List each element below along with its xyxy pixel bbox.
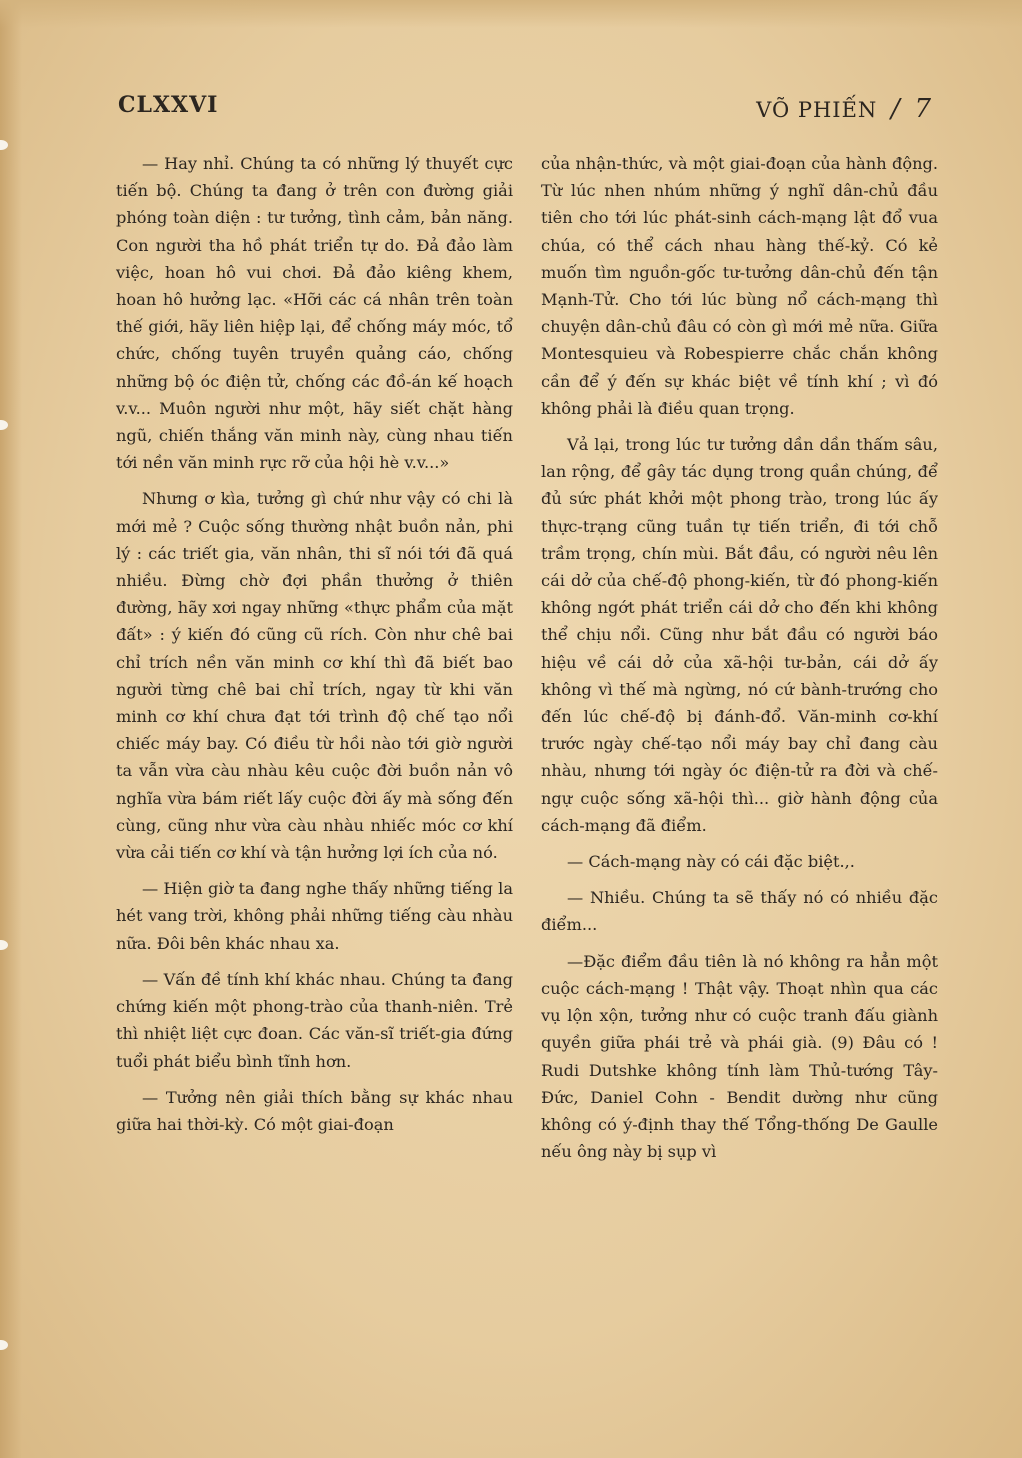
header-slash: /	[891, 94, 901, 124]
paragraph: Vả lại, trong lúc tư tưởng dần dần thấm sâu, lan rộng, để gây tác dụng trong quần chúng, để đủ sức phát khởi một phong trào, trong lúc ấy thực-trạng cũng tuần tự tiến triển, đi tới chỗ trầm trọng, chín mùi. Bắt đầu, có người nêu lên cái dở của chế-độ phong-kiến, từ đó phong-kiến không ngớt phát triển cái dở cho đến khi không thể chịu nổi. Cũng như bắt đầu có người báo hiệu về cái dở của xã-hội tư-bản, cái dở ấy không vì thế mà ngừng, nó cứ bành-trướng cho đến lúc chế-độ bị đánh-đổ. Văn-minh cơ-khí trước ngày chế-tạo nổi máy bay chỉ đang càu nhàu, nhưng tới ngày óc điện-tử ra đời và chế-ngự cuộc sống xã-hội thì... giờ hành động của cách-mạng đã điểm.	[541, 435, 938, 835]
paragraph: — Cách-mạng này có cái đặc biệt.,.	[567, 852, 855, 872]
paragraph: — Hiện giờ ta đang nghe thấy những tiếng la hét vang trời, không phải những tiếng càu nhàu nữa. Đôi bên khác nhau xa.	[116, 879, 513, 953]
paragraph: —Đặc điểm đầu tiên là nó không ra hẳn một cuộc cách-mạng ! Thật vậy. Thoạt nhìn qua các vụ lộn xộn, tưởng như có cuộc tranh đấu giành quyền giữa phái trẻ và phái già. (9) Đâu có ! Rudi Dutshke không tính làm Thủ-tướng Tây-Đức, Daniel Cohn - Bendit dường như cũng không có ý-định thay thế Tổng-thống De Gaulle nếu ông này bị sụp vì	[541, 951, 938, 1162]
paragraph: — Vấn đề tính khí khác nhau. Chúng ta đang chứng kiến một phong-trào của thanh-niên. Trẻ thì nhiệt liệt cực đoan. Các văn-sĩ triết-gia đứng tuổi phát biểu bình tĩnh hơn.	[116, 969, 513, 1071]
page-top-shadow	[0, 0, 1022, 28]
paragraph: của nhận-thức, và một giai-đoạn của hành động. Từ lúc nhen nhúm những ý nghĩ dân-chủ đầu tiên cho tới lúc phát-sinh cách-mạng lật đổ vua chúa, có thể cách nhau hàng thế-kỷ. Có kẻ muốn tìm nguồn-gốc tư-tưởng dân-chủ đến tận Mạnh-Tử. Cho tới lúc bùng nổ cách-mạng thì chuyện dân-chủ đâu có còn gì mới mẻ nữa. Giữa Montesquieu và Robespierre chắc chắn không cần để ý đến sự khác biệt về tính khí ; vì đó không phải là điều quan trọng.	[541, 154, 938, 418]
paragraph: — Tưởng nên giải thích bằng sự khác nhau giữa hai thời-kỳ. Có một giai-đoạn	[116, 1087, 513, 1134]
issue-number: CLXXVI	[118, 92, 219, 118]
running-header	[756, 94, 932, 124]
paragraph: Nhưng ơ kìa, tưởng gì chứ như vậy có chi là mới mẻ ? Cuộc sống thường nhật buồn nản, phi lý : các triết gia, văn nhân, thi sĩ nói tới đã quá nhiều. Đừng chờ đợi phần thưởng ở thiên đường, hãy xơi ngay những «thực phẩm của mặt đất» : ý kiến đó cũng cũ rích. Còn như chê bai chỉ trích nền văn minh cơ khí thì đã biết bao người từng chê bai chỉ trích, ngay từ khi văn minh cơ khí chưa đạt tới trình độ chế tạo nổi chiếc máy bay. Có điều từ hồi nào tới giờ người ta vẫn vừa càu nhàu kêu cuộc đời buồn nản vô nghĩa vừa bám riết lấy cuộc đời ấy mà sống đến cùng, cũng như vừa càu nhàu nhiếc móc cơ khí vừa cải tiến cơ khí và tận hưởng lợi ích của nó.	[116, 489, 513, 863]
paragraph: — Nhiều. Chúng ta sẽ thấy nó có nhiều đặc điểm...	[541, 888, 938, 935]
page-number: 7	[914, 94, 932, 124]
paragraph: — Hay nhỉ. Chúng ta có những lý thuyết cực tiến bộ. Chúng ta đang ở trên con đường giải phóng toàn diện : tư tưởng, tình cảm, bản năng. Con người tha hồ phát triển tự do. Đả đảo làm việc, hoan hô vui chơi. Đả đảo kiêng khem, hoan hô hưởng lạc. «Hỡi các cá nhân trên toàn thế giới, hãy liên hiệp lại, để chống máy móc, tổ chức, chống tuyên truyền quảng cáo, chống những bộ óc điện tử, chống các đồ-án kế hoạch v.v... Muôn người như một, hãy siết chặt hàng ngũ, chiến thắng văn minh này, cùng nhau tiến tới nền văn minh rực rỡ của hội hè v.v...»	[116, 154, 513, 473]
author-name: VÕ PHIẾN	[756, 98, 878, 122]
left-column	[116, 150, 513, 1147]
page-edge-shadow	[0, 0, 22, 1458]
right-column	[541, 150, 938, 1174]
